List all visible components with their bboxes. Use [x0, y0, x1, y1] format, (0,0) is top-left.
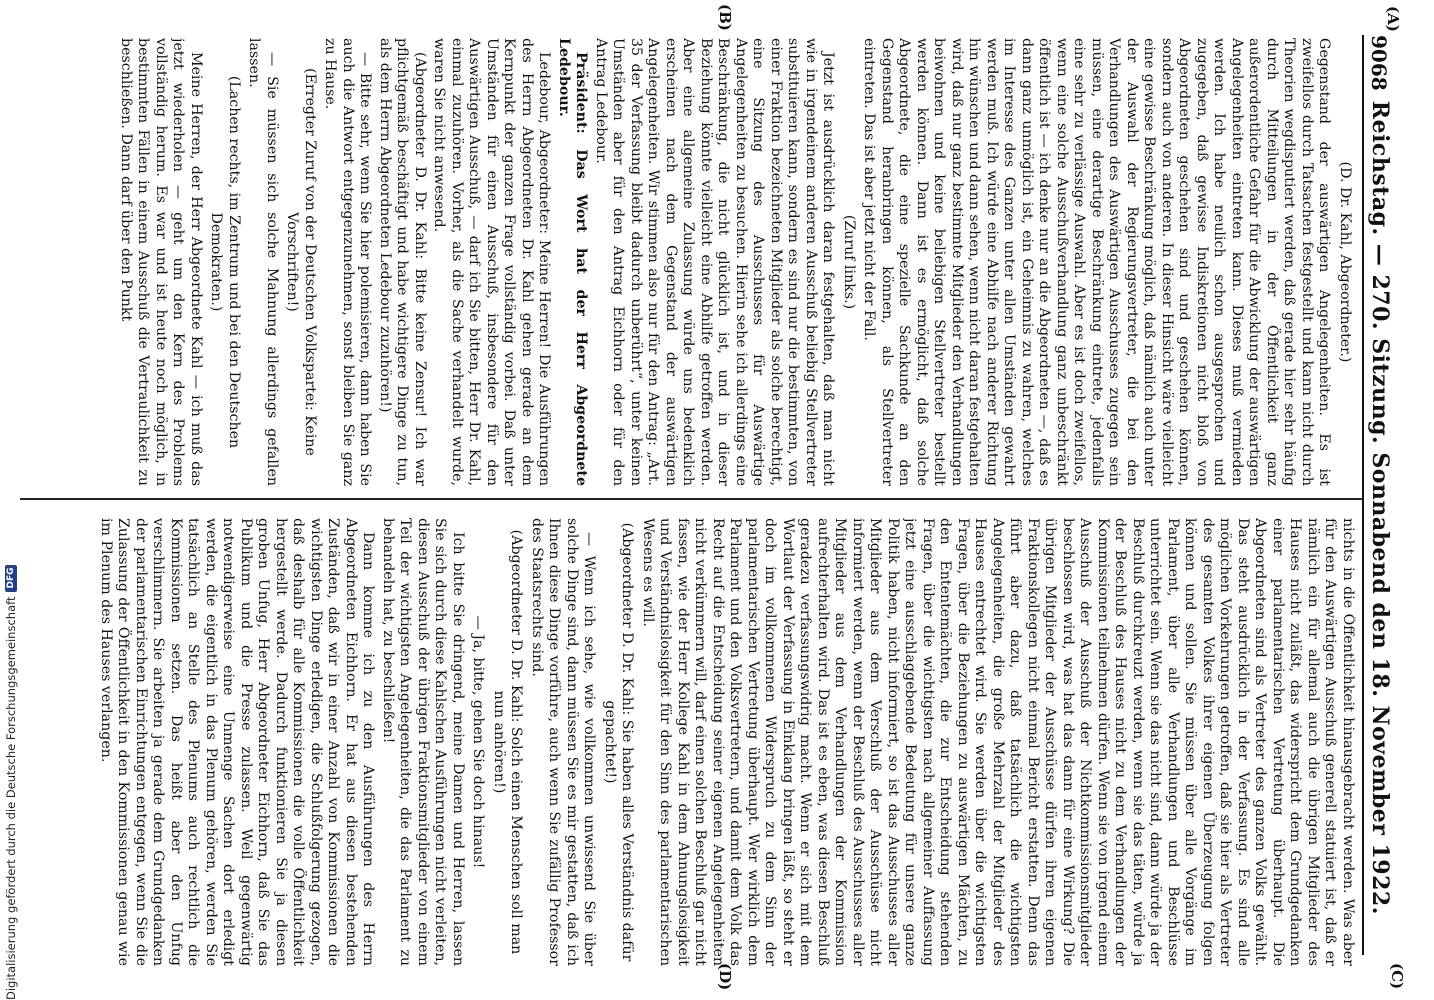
president-paragraph: Präsident: Das Wort hat der Herr Abgeordnete Ledebour.	[556, 38, 590, 486]
interjection: (Abgeordneter D. Dr. Kahl: Bitte keine Zensur! Ich war pflichtgemäß beschäftigt und habe wichtigere Dinge zu tun, als dem Herrn Abgeordneten Ledebour zuzuhören!)	[377, 38, 428, 486]
paragraph: — Bitte sehr, wenn Sie hier polemisieren, dann haben Sie auch die Antwort entgegenzunehmen, sonst bleiben Sie ganz zu Hause.	[322, 38, 374, 486]
paragraph: Ledebour, Abgeordneter: Meine Herren! Die Ausführungen des Herrn Abgeordneten Dr. Kahl gehen gerade an dem Kernpunkt der ganzen Frage vollständig vorbei. Daß unter Umständen für einen Ausschuß, insbesondere für den Auswärtigen Ausschuß, — darf ich Sie bitten, Herr Dr. Kahl, einmal zuzuhören. Vorher, als die Sache verhandelt wurde, waren Sie nicht anwesend.	[431, 38, 553, 486]
page-title: Reichstag. — 270. Sitzung. Sonnabend den 18. November 1922.	[1367, 100, 1393, 915]
margin-letter-b: (B)	[716, 4, 734, 31]
paragraph: Ich bitte Sie dringend, meine Damen und Herren, lassen Sie sich durch diese Kahlschen Ausführungen nicht verleiten, diesen Ausschuß der übrigen Fraktionsmitglieder von einem Teil der wichtigsten Angelegenheiten, die das Parlament zu behandeln hat, zu beschließen!	[380, 518, 466, 966]
interjection: (Zuruf links.)	[841, 214, 857, 310]
paragraph: — Ja, bitte, gehen Sie doch hinaus!	[470, 615, 487, 869]
paragraph: Meine Herren, der Herr Abgeordnete Kahl — ich muß das jetzt wiederholen — geht um den Kern des Problems vollständig herum. Es war und ist heute noch möglich, in bestimmten Fällen in einem Ausschuß die Vertraulichkeit zu beschließen. Dann darf über den Punkt	[118, 38, 204, 486]
speaker-heading: (D. Dr. Kahl, Abgeordneter.)	[1337, 161, 1353, 363]
header-rule	[1362, 35, 1364, 955]
column-divider	[20, 498, 1362, 500]
paragraph: Dann komme ich zu den Ausführungen des Herrn Abgeordneten Eichhorn. Er hat aus diesen bestehenden Zuständen, daß wir in einer Anzahl von Kommissionen die wichtigsten Dinge erledigen, die Schlußfolgerung gezogen, daß deshalb für alle Kommissionen die volle Öffentlichkeit hergestellt werde. Dadurch funktionieren Sie ja diesen groben Unfug, Herr Abgeordneter Eichhorn, daß Sie das Publikum und die Presse zulassen. Weil gegenwärtig notwendigerweise eine Unmenge Sachen dort erledigt werden, die eigentlich in das Plenum gehören, werden Sie tatsächlich an Stelle des Plenums auch rechtlich die Kommissionen setzen. Das heißt aber den Unfug verschlimmern. Sie arbeiten ja gerade dem Grundgedanken der parlamentarischen Einrichtungen entgegen, wenn Sie die Zulassung der Öffentlichkeit in den Kommissionen genau wie im Plenum des Hauses verlangen.	[98, 518, 377, 966]
interjection: (Abgeordneter D. Dr. Kahl: Solch einen Menschen soll man nun anhören!)	[491, 529, 525, 955]
dfg-logo-icon: DFG	[5, 565, 17, 592]
paragraph: — Sie müssen sich solche Mahnung allerdings gefallen lassen.	[246, 38, 280, 486]
right-column	[36, 518, 1356, 966]
paragraph: nichts in die Öffentlichkeit hinausgebracht werden. Was aber für den Auswärtigen Ausschuß generell statuiert ist, daß er nämlich ein für allemal auch die übrigen Mitglieder des Hauses nicht zuläßt, das widerspricht dem Grundgedanken einer parlamentarischen Vertretung überhaupt. Die Abgeordneten sind als Vertreter des ganzen Volks gewählt. Das steht ausdrücklich in der Verfassung. Es sind alle möglichen Vorkehrungen getroffen, daß sie hier als Vertreter des gesamten Volkes ihrer eigenen Überzeugung folgen können und sollen. Sie müssen über alle Vorgänge im Parlament, über alle Verhandlungen und Beschlüsse unterrichtet sein. Wenn sie das nicht sind, dann würde ja der Beschluß durchkreuzt werden, wenn sie das täten, würde ja der Beschluß des Hauses nicht zu dem Verhandlungen der Kommissionen teilnehmen dürfen. Wenn sie von irgend einem Ausschuß der Ausschuß der Nichtkommissionsmitglieder beschlossen wird, was hat das dann für eine Wirkung? Die übrigen Mitglieder der Ausschüsse dürfen ihren eigenen Fraktionskollegen nicht einmal Bericht erstatten. Denn das führt aber dazu, daß tatsächlich die wichtigsten Angelegenheiten, die große Mehrzahl der Mitglieder des Hauses entrechtet wird. Sie werden über die wichtigsten Fragen, über die Beziehungen zu auswärtigen Mächten, zu den Ententemächten, die zur Entscheidung stehenden Fragen, über die wichtigsten nach allgemeiner Auffassung jetzt eine ausschlaggebende Bedeutung für unsere ganze Politik haben, nicht informiert, so ist das Ausschusses aller Mitglieder aus dem Verschluß der Ausschüsse nicht informiert werden, wenn der Beschluß des Ausschusses aller Mitglieder aus dem Verhandlungen der Kommission aufrechterhalten wird. Das ist es eben, was diesen Beschluß geradezu verfassungswidrig macht. Wenn er sich mit dem Wortlaut der Verfassung in Einklang bringen läßt, so steht er doch im vollkommenen Widerspruch zu dem Sinn der parlamentarischen Vertretung überhaupt. Wer wirklich dem Parlament und den Volksvertretern, und damit dem Volk das Recht auf die Entscheidung seiner eigenen Angelegenheiten nicht verkümmern will, darf einen solchen Beschluß gar nicht fassen, wie der Herr Kollege Kahl in dem Ahnungslosigkeit und Verständnislosigkeit für den Sinn des parlamentarischen Wesens es will.	[640, 518, 1356, 966]
paragraph: Jetzt ist ausdrücklich daran festgehalten, daß man nicht wie in irgendeinem anderen Ausschuß beliebig Stellvertreter substituieren kann, sondern es sind nur die bestimmten, von einer Fraktion bezeichneten Mitglieder als solche berechtigt, eine Sitzung des Ausschusses für Auswärtige Angelegenheiten zu besuchen. Hierin sehe ich allerdings eine Beschränkung, die nicht glücklich ist, und in dieser Beziehung könnte vielleicht eine Abhilfe getroffen werden. Aber eine allgemeine Zulassung würde uns bedenklich erscheinen nach dem Gegenstand der auswärtigen Angelegenheiten. Wir stimmen also nur für den Antrag: „Art. 35 der Verfassung bleibt dadurch unberührt“, unter keinen Umständen aber für den Antrag Eichhorn oder für den Antrag Ledebour.	[593, 38, 837, 486]
footer-text: Digitalisierung gefördert durch die Deutsche Forschungsgemeinschaft	[4, 596, 18, 1000]
interjection: (Erregter Zuruf von der Deutschen Volkspartei: Keine Vorschriften!)	[284, 68, 318, 456]
paragraph: — Wenn ich sehe, wie vollkommen unwissend Sie über solche Dinge sind, dann müssen Sie es mir gestatten, daß ich Ihnen diese Dinge vorführe, auch wenn Sie zufällig Professor des Staatsrechts sind.	[529, 518, 598, 966]
left-column	[36, 38, 1356, 486]
page-header	[1367, 35, 1409, 955]
interjection: (Abgeordneter D. Dr. Kahl: Sie haben alles Verständnis dafür gepachtet!)	[602, 522, 636, 962]
paragraph: Gegenstand der auswärtigen Angelegenheiten. Es ist zweifellos durch Tatsachen festgestellt und kann nicht durch Theorien wegdisputiert werden, daß gerade hier sehr häufig durch Mitteilungen in der Öffentlichkeit ganz außerordentliche Gefahr für die Abwicklung der auswärtigen Angelegenheiten eintreten kann. Dieses muß vermieden werden. Ich habe neulich schon ausgesprochen und zugegeben, daß gewisse Indiskretionen nicht bloß von Abgeordneten geschehen sind und geschehen können, sondern auch von anderen. In dieser Hinsicht wäre vielleicht eine gewisse Beschränkung möglich, daß nämlich auch unter der Auswahl der Regierungsvertreter, die bei den Verhandlungen des Auswärtigen Ausschusses zugegen sein müssen, eine derartige Beschränkung eintrete, jedenfalls eine sehr zu verlässige Auswahl. Aber es ist doch zweifellos, wenn eine solche Ausschußverhandlung ganz unbeschränkt öffentlich ist — ich denke nur an die Abgeordneten —, daß es dann ganz unmöglich ist, ein Geheimnis zu wahren, welches im Interesse des Ganzen unter allen Umständen gewahrt werden muß. Ich würde eine Abhilfe nach anderer Richtung hin wünschen und dann sehen, wenn nicht daran festgehalten wird, daß nur ganz bestimmte Mitglieder den Verhandlungen beiwohnen und keine beliebigen Stellvertreter bestellt werden können. Dann ist es ermöglicht, daß solche Abgeordnete, die eine spezielle Sachkunde an den Gegenstand heranbringen können, als Stellvertreter eintreten. Das ist aber jetzt nicht der Fall.	[861, 38, 1333, 486]
margin-letter-c: (C)	[1388, 963, 1406, 990]
page-number: 9068	[1367, 35, 1391, 91]
footer-credit	[2, 567, 20, 1000]
interjection: (Lachen rechts, im Zentrum und bei den Deutschen Demokraten.)	[208, 75, 242, 449]
margin-letter-d: (D)	[716, 963, 734, 991]
margin-letter-a: (A)	[1384, 6, 1402, 32]
